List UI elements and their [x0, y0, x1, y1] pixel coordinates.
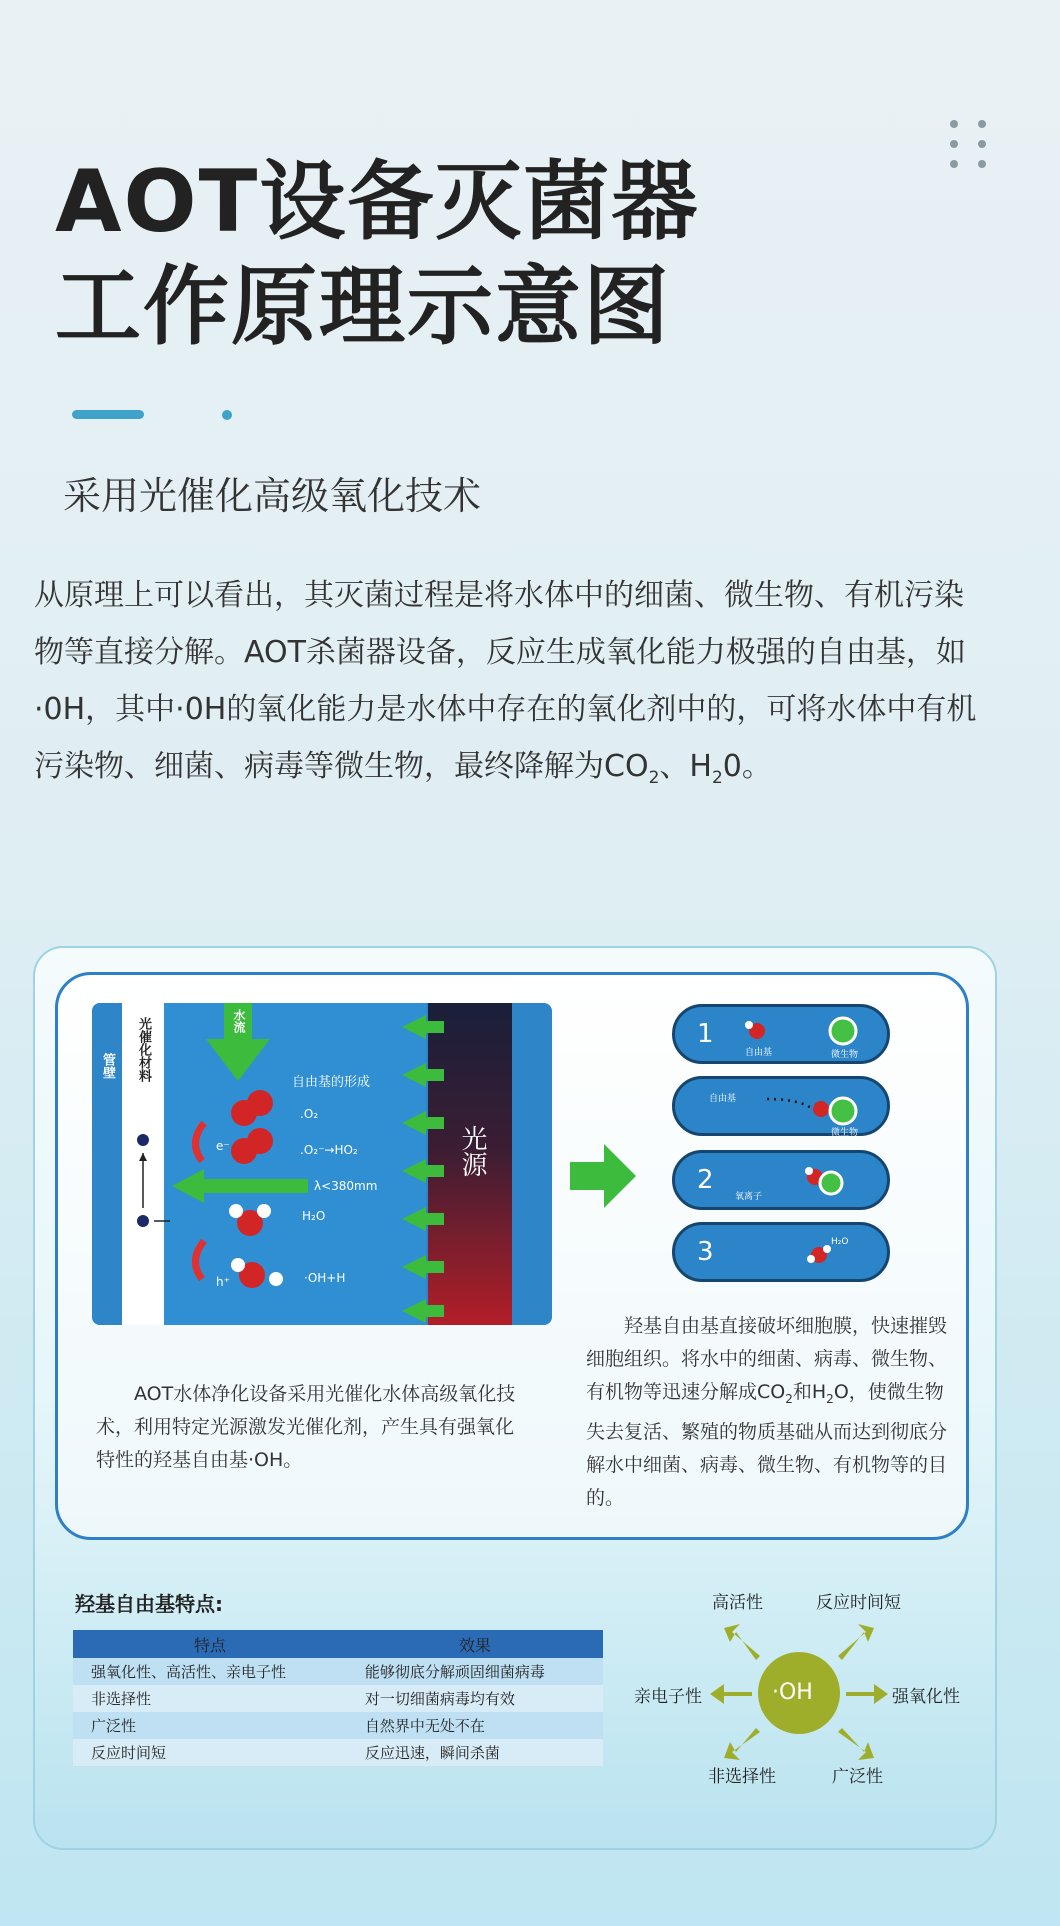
table-row: 反应时间短 反应迅速，瞬间杀菌	[73, 1739, 603, 1766]
radical-formation-label: 自由基的形成	[292, 1075, 371, 1090]
hole-arrow	[195, 1241, 204, 1279]
stage-cell-1: 1 自由基 微生物	[672, 1004, 890, 1064]
page-title	[55, 150, 699, 360]
radial-label: 强氧化性	[892, 1687, 960, 1707]
table-header-row	[73, 1630, 603, 1658]
process-arrow	[570, 1140, 640, 1210]
oh-properties-diagram	[620, 1580, 980, 1790]
wavelength-label: λ<380mm	[314, 1179, 378, 1193]
stage-cell-3: 3 H₂O	[672, 1222, 890, 1282]
page-subtitle: 采用光催化高级氧化技术	[63, 474, 482, 518]
stage-cell-2: 2 氧离子	[672, 1150, 890, 1210]
eq-o2: .O₂	[300, 1107, 319, 1121]
oh-center-label: ·OH	[772, 1680, 813, 1705]
wavelength-arrow	[172, 1169, 308, 1203]
table-row: 非选择性 对一切细菌病毒均有效	[73, 1685, 603, 1712]
diagram-caption-right: 羟基自由基直接破坏细胞膜，快速摧毁细胞组织。将水中的细菌、病毒、微生物、有机物等迅速分解成$CO_2$和$H_2O$，使微生物失去复活、繁殖的物质基础从而达到彻底分解水中细菌、病毒、微生物、有机物等的目的。	[586, 1315, 948, 1509]
water-flow-label: 水流	[232, 1009, 246, 1033]
pipe-wall-label: 管壁	[100, 1053, 115, 1079]
radial-label: 亲电子性	[634, 1687, 702, 1707]
table-row: 广泛性 自然界中无处不在	[73, 1712, 603, 1739]
electron-arrow	[195, 1123, 204, 1161]
radial-label: 非选择性	[708, 1767, 776, 1787]
radial-label: 高活性	[712, 1593, 763, 1613]
water-molecule-label: H₂O	[302, 1209, 326, 1223]
features-title: 羟基自由基特点:	[75, 1592, 223, 1616]
title-line-2: 工作原理示意图	[55, 257, 671, 357]
title-line-1: AOT设备灭菌器	[55, 152, 700, 252]
light-arrows	[402, 1015, 444, 1323]
diagram-caption-left: AOT水体净化设备采用光催化水体高级氧化技术，利用特定光源激发光催化剂，产生具有强氧化特性的羟基自由基·OH。	[96, 1383, 516, 1471]
stage-cell-1b: 自由基 微生物	[672, 1076, 890, 1136]
header-feature: 特点	[73, 1630, 347, 1658]
eq-ho2: .O₂⁻→HO₂	[300, 1143, 358, 1157]
table-row: 强氧化性、高活性、亲电子性 能够彻底分解顽固细菌病毒	[73, 1658, 603, 1685]
header-effect: 效果	[347, 1630, 603, 1658]
hole-label: h⁺	[216, 1275, 230, 1289]
grid-dots-icon[interactable]	[950, 120, 992, 176]
oh-h-label: ·OH+H	[304, 1271, 346, 1285]
features-table	[73, 1630, 603, 1766]
electron-label: e⁻	[216, 1139, 230, 1153]
radial-label: 反应时间短	[816, 1593, 901, 1613]
intro-paragraph: 从原理上可以看出，其灭菌过程是将水体中的细菌、微生物、有机污染物等直接分解。AOT杀菌器设备，反应生成氧化能力极强的自由基，如·0H，其中·0H的氧化能力是水体中存在的氧化剂中的，可将水体中有机污染物、细菌、病毒等微生物，最终降解为$CO_2$、$H_20$。	[34, 578, 977, 788]
light-source-label: 光源	[457, 1125, 487, 1177]
catalyst-label: 光催化材料	[136, 1017, 151, 1082]
radial-label: 广泛性	[832, 1767, 883, 1787]
reactor-diagram	[92, 1003, 552, 1325]
